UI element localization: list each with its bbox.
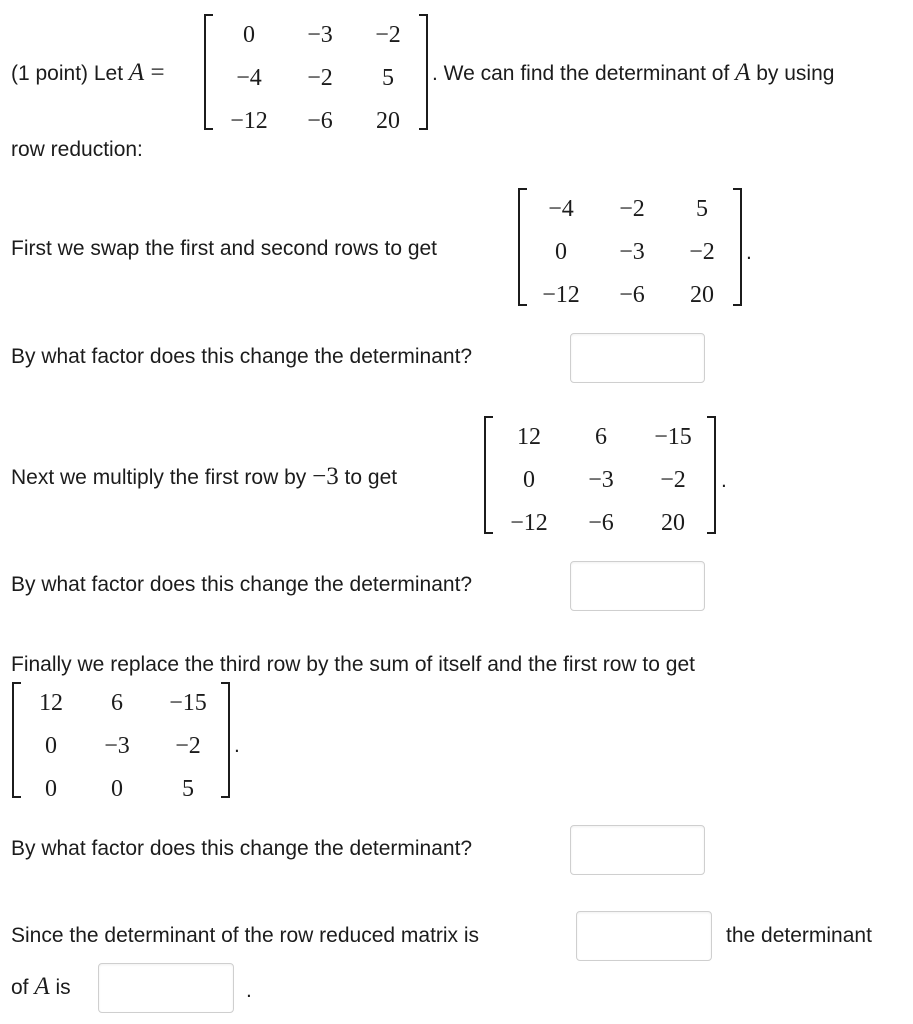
swap-text: First we swap the first and second rows to get <box>11 237 438 260</box>
matrix-cell: 0 <box>523 467 535 493</box>
matrix-a <box>204 14 428 134</box>
intro-suffix: . We can find the determinant of <box>432 62 736 85</box>
conclusion-text-pre: Since the determinant of the row reduced matrix is <box>11 924 480 947</box>
intro-prefix: (1 point) Let <box>11 62 129 85</box>
factor-swap-input[interactable] <box>570 333 705 383</box>
matrix-final <box>12 682 230 802</box>
matrix-cell: 6 <box>595 424 607 450</box>
matrix-cell: −12 <box>510 510 548 536</box>
matrix-cell: −6 <box>588 510 614 536</box>
matrix-cell: −3 <box>104 733 130 759</box>
matrix-cell: 20 <box>661 510 685 536</box>
multiply-text-pre: Next we multiply the first row by <box>11 466 313 489</box>
intro-suffix-end: by using <box>750 62 835 85</box>
matrix-cell: 20 <box>376 108 400 134</box>
matrix-cell: −2 <box>175 733 201 759</box>
det-reduced-input[interactable] <box>576 911 712 961</box>
matrix-cell: −3 <box>588 467 614 493</box>
conclusion-of: of <box>11 976 35 999</box>
conclusion-line-2 <box>11 974 71 1001</box>
matrix-cell: 0 <box>45 776 57 802</box>
matrix-cell: 0 <box>111 776 123 802</box>
var-a: A <box>128 59 145 86</box>
matrix-cell: −2 <box>689 239 715 265</box>
matrix-cell: −15 <box>654 424 692 450</box>
matrix-cell: 20 <box>690 282 714 308</box>
multiply-period: . <box>721 469 727 492</box>
conclusion-text-post: the determinant <box>726 924 872 947</box>
matrix-cell: −12 <box>542 282 580 308</box>
matrix-swapped <box>518 188 742 306</box>
question-replace: By what factor does this change the determinant? <box>11 837 473 860</box>
matrix-cell: 0 <box>555 239 567 265</box>
factor-replace-input[interactable] <box>570 825 705 875</box>
matrix-cell: −2 <box>619 196 645 222</box>
matrix-cell: 6 <box>111 690 123 716</box>
det-a-input[interactable] <box>98 963 234 1013</box>
var-a-conclusion: A <box>34 973 50 1000</box>
matrix-scaled <box>484 416 716 534</box>
multiply-text <box>11 464 397 491</box>
conclusion-period: . <box>246 979 252 1002</box>
swap-period: . <box>746 241 752 264</box>
matrix-cell: −12 <box>230 108 268 134</box>
replace-period: . <box>234 734 240 757</box>
conclusion-is: is <box>49 976 71 999</box>
matrix-cell: −2 <box>375 22 401 48</box>
matrix-cell: 5 <box>696 196 708 222</box>
matrix-cell: −4 <box>236 65 262 91</box>
matrix-cell: 12 <box>39 690 63 716</box>
matrix-cell: −2 <box>307 65 333 91</box>
matrix-cell: −6 <box>307 108 333 134</box>
intro-line-2: row reduction: <box>11 138 143 161</box>
replace-text: Finally we replace the third row by the sum of itself and the first row to get <box>11 653 695 676</box>
equals-sign: = <box>144 59 165 86</box>
matrix-cell: 12 <box>517 424 541 450</box>
matrix-cell: 0 <box>45 733 57 759</box>
matrix-cell: −2 <box>660 467 686 493</box>
intro-suffix-line <box>432 60 834 87</box>
problem-intro <box>11 60 165 87</box>
var-a-suffix: A <box>735 59 751 86</box>
matrix-cell: −3 <box>619 239 645 265</box>
question-swap: By what factor does this change the determinant? <box>11 345 473 368</box>
multiply-factor: −3 <box>312 463 339 490</box>
matrix-cell: −3 <box>307 22 333 48</box>
factor-multiply-input[interactable] <box>570 561 705 611</box>
question-multiply: By what factor does this change the determinant? <box>11 573 473 596</box>
matrix-cell: 0 <box>243 22 255 48</box>
matrix-cell: 5 <box>382 65 394 91</box>
matrix-cell: −6 <box>619 282 645 308</box>
multiply-text-post: to get <box>338 466 398 489</box>
matrix-cell: −15 <box>169 690 207 716</box>
matrix-cell: 5 <box>182 776 194 802</box>
matrix-cell: −4 <box>548 196 574 222</box>
